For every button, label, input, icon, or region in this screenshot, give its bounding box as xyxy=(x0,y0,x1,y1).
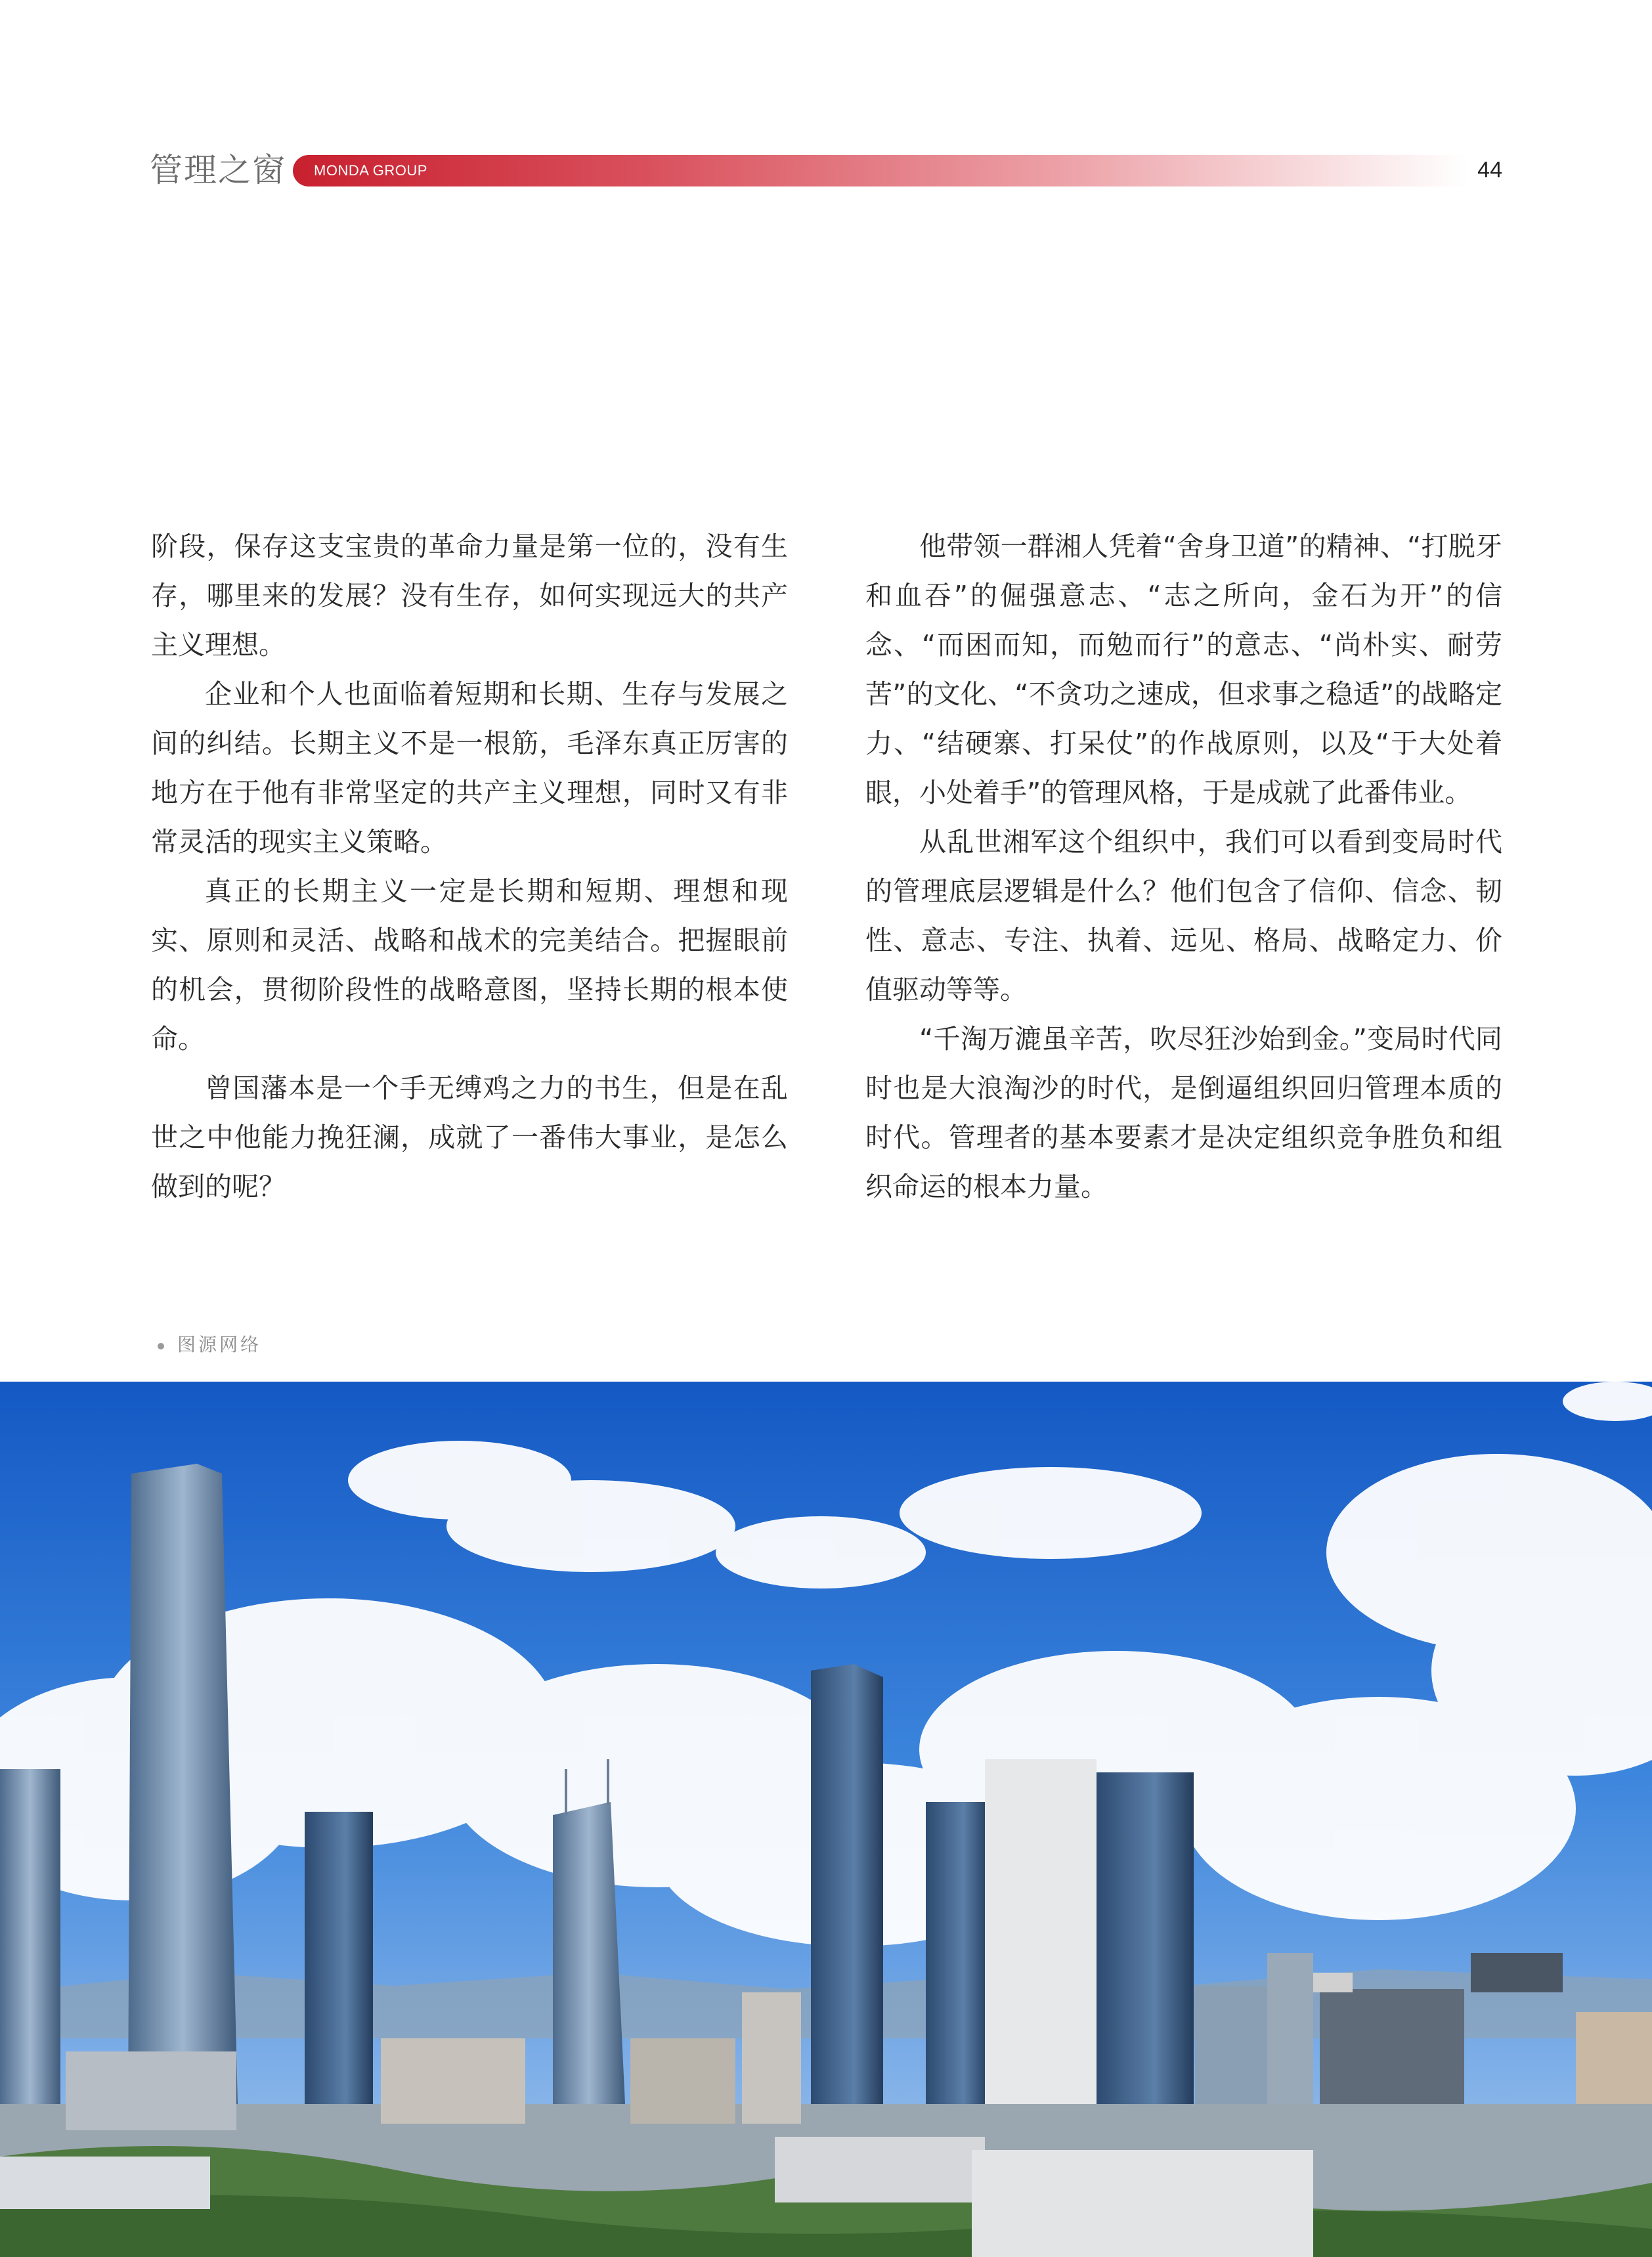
image-caption xyxy=(158,1330,261,1359)
brand-gradient-bar xyxy=(293,155,1468,186)
paragraph: 企业和个人也面临着短期和长期、生存与发展之间的纠结。长期主义不是一根筋，毛泽东真正厉害的地方在于他有非常坚定的共产主义理想，同时又有非常灵活的现实主义策略。 xyxy=(151,678,788,858)
caption-text: 图源网络 xyxy=(177,1334,262,1355)
paragraph: 真正的长期主义一定是长期和短期、理想和现实、原则和灵活、战略和战术的完美结合。把握眼前的机会，贯彻阶段性的战略意图，坚持长期的根本使命。 xyxy=(151,875,788,1055)
city-skyline-photo xyxy=(0,1382,1652,2257)
paragraph: 从乱世湘军这个组织中，我们可以看到变局时代的管理底层逻辑是什么？他们包含了信仰、信念、韧性、意志、专注、执着、远见、格局、战略定力、价值驱动等等。 xyxy=(865,826,1502,1005)
brand-name: MONDA GROUP xyxy=(314,162,427,179)
page-number: 44 xyxy=(1477,158,1502,183)
bullet-icon xyxy=(158,1343,164,1349)
paragraph: “千淘万漉虽辛苦，吹尽狂沙始到金。”变局时代同时也是大浪淘沙的时代，是倒逼组织回归管理本质的时代。管理者的基本要素才是决定组织竞争胜负和组织命运的根本力量。 xyxy=(865,1023,1502,1202)
left-column xyxy=(151,522,788,1212)
page-header xyxy=(150,147,1502,193)
right-column xyxy=(865,522,1502,1212)
section-title: 管理之窗 xyxy=(150,151,286,189)
paragraph: 阶段，保存这支宝贵的革命力量是第一位的，没有生存，哪里来的发展？没有生存，如何实现远大的共产主义理想。 xyxy=(151,531,788,661)
city-skyline-icon xyxy=(0,1382,1652,2257)
paragraph: 他带领一群湘人凭着“舍身卫道”的精神、“打脱牙和血吞”的倔强意志、“志之所向，金石为开”的信念、“而困而知，而勉而行”的意志、“尚朴实、耐劳苦”的文化、“不贪功之速成，但求事之稳适”的战略定力、“结硬寨、打呆仗”的作战原则，以及“于大处着眼，小处着手”的管理风格，于是成就了此番伟业。 xyxy=(865,531,1502,808)
paragraph: 曾国藩本是一个手无缚鸡之力的书生，但是在乱世之中他能力挽狂澜，成就了一番伟大事业，是怎么做到的呢？ xyxy=(151,1072,788,1202)
